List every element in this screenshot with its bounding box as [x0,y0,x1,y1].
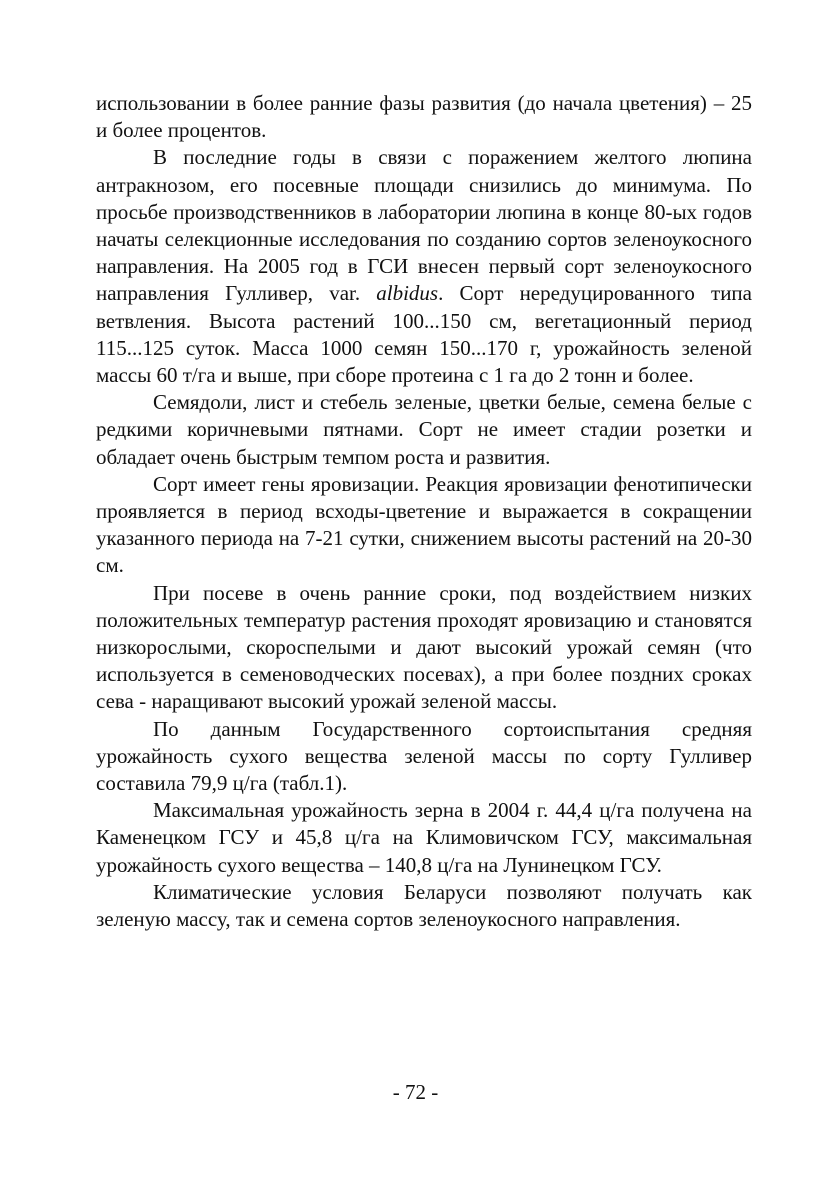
paragraph-state-trials: По данным Государственного сортоиспытания средняя урожайность сухого вещества зеленой массы по сорту Гулливер составила 79,9 ц/га (табл.1). [96,716,752,796]
paragraph-text-end: . Сорт нередуцированного типа ветвления. Высота растений 100...150 см, вегетационный период 115...125 суток. Масса 1000 семян 150...170 г, урожайность зеленой массы 60 т/га и выше, при сборе протеина с 1 га до 2 тонн и более. [96,281,752,388]
page-number: - 72 - [392,1080,439,1104]
paragraph-gulliver-variety [96,144,752,389]
paragraph-climate: Климатические условия Беларуси позволяют получать как зеленую массу, так и семена сортов зеленоукосного направления. [96,879,752,932]
paragraph-max-yield: Максимальная урожайность зерна в 2004 г. 44,4 ц/га получена на Каменецком ГСУ и 45,8 ц/га на Климовичском ГСУ, максимальная урожайность сухого вещества – 140,8 ц/га на Лунинецком ГСУ. [96,798,752,877]
paragraph-description: Семядоли, лист и стебель зеленые, цветки белые, семена белые с редкими коричневыми пятнами. Сорт не имеет стадии розетки и обладает очень быстрым темпом роста и развития. [96,390,752,469]
paragraph-continuation: использовании в более ранние фазы развития (до начала цветения) – 25 и более процентов. [96,91,752,143]
body-text [96,90,752,933]
paragraph-vernalization: Сорт имеет гены яровизации. Реакция яровизации фенотипически проявляется в период всходы-цветение и выражается в сокращении указанного периода на 7-21 сутки, снижением высоты растений на 20-30 см. [96,471,752,578]
variety-name-italic: albidus [376,281,439,306]
paragraph-text-start: В последние годы в связи с поражением желтого люпина антракнозом, его посевные площади снизились до минимума. По просьбе производственников в лаборатории люпина в конце 80-ых годов начаты селекционные исследования по созданию сортов зеленоукосного направления. На 2005 год в ГСИ внесен первый сорт зеленоукосного направления Гулливер, var. [96,145,752,306]
paragraph-early-sowing: При посеве в очень ранние сроки, под воздействием низких положительных температур растения проходят яровизацию и становятся низкорослыми, скороспелыми и дают высокий урожай семян (что используется в семеноводческих посевах), а при более поздних сроках сева - наращивают высокий урожай зеленой массы. [96,580,752,714]
